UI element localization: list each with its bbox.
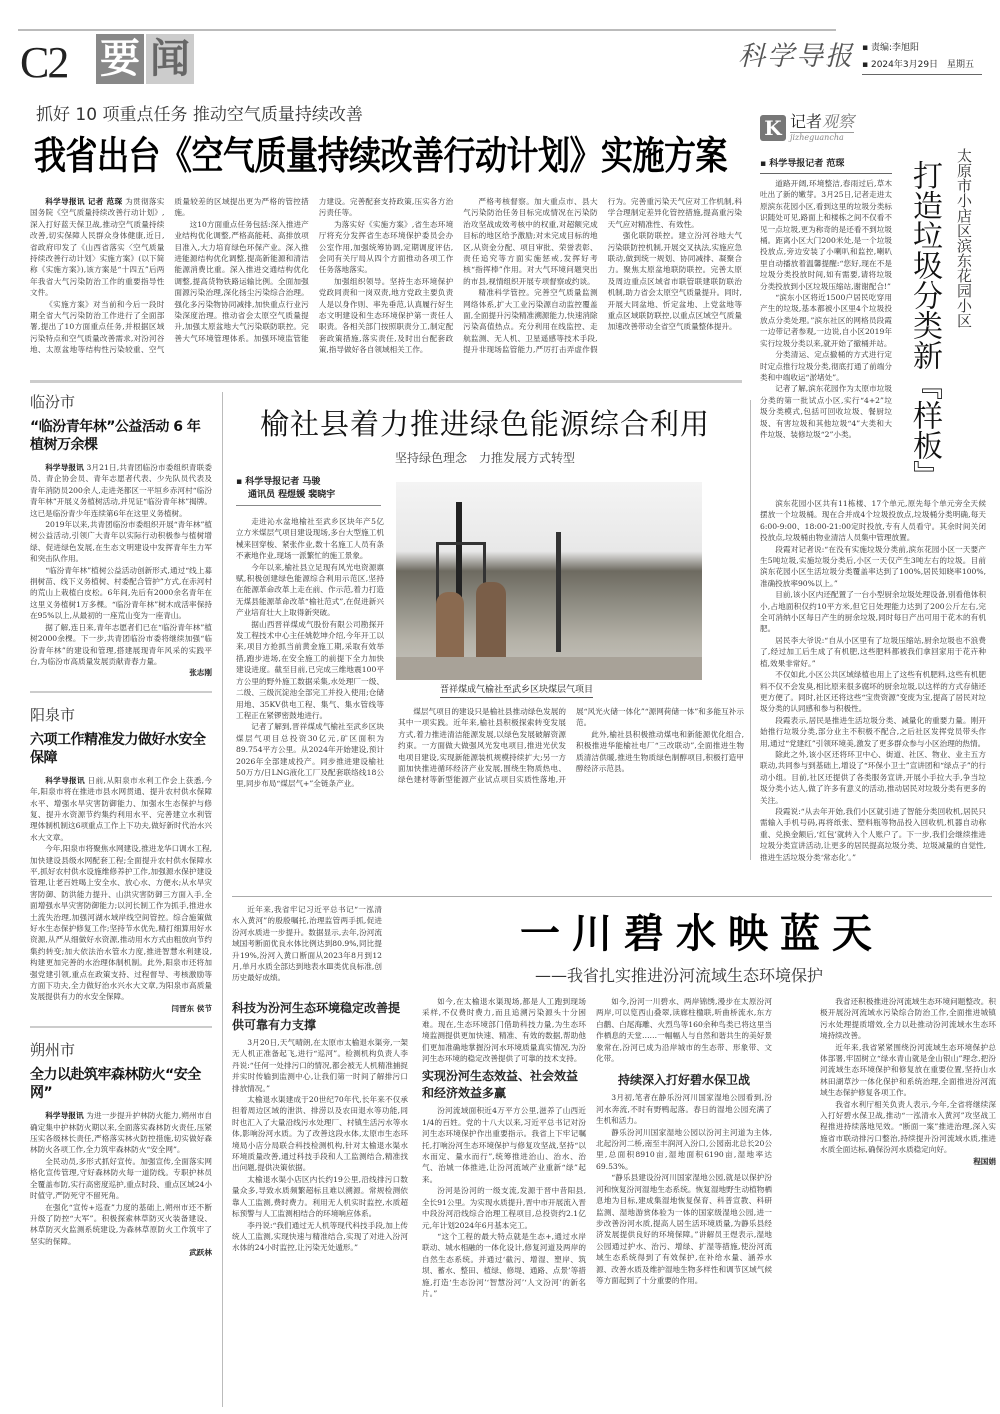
paragraph: 为进一步提升护林防火能力,朔州市自确定集中护林防火期以来,全面落实森林防火责任,压紧压实各级林长责任,严格落实林火防控措施,切实做好森林防火各项工作,全力筑牢森林防火“安全网”。 <box>30 1111 212 1155</box>
k-logo-icon: K <box>760 115 786 141</box>
date: ▪ 2024年3月29日 星期五 <box>862 60 975 70</box>
top-rule <box>18 29 836 31</box>
paragraph: 分类清运、定点撤桶的方式进行定时定点推行垃圾分类,彻底打通了前端分类和中端收运“淤堵处”。 <box>760 350 892 382</box>
masthead-logo: 科学导报 <box>738 41 854 72</box>
paragraph: 段霞对记者说:“在没有实施垃圾分类前,滨东花园小区一天要产生5吨垃圾,实施垃圾分类后,小区一天仅产生3吨左右的垃圾。目前滨东花园小区生活垃圾分类覆盖率达到了100%,居民知晓率100%,准确投放率90%以上。” <box>760 544 986 588</box>
paragraph: 目前,该小区内还配置了一台小型厨余垃圾处理设备,别看他体积小,占地面积仅约10平方米,但它日处理能力达到了200公斤左右,完全可消纳小区每日产生的厨余垃圾,同时每日产出可用于花木的有机肥。 <box>760 590 986 634</box>
paragraph: 居民李大爷说:“自从小区里有了垃圾压缩站,厨余垃圾也不浪费了,经过加工后生成了有机肥,这些肥料都被我们拿回家用于花卉种植,效果非常好。” <box>760 635 986 668</box>
page-number: C2 <box>20 38 68 87</box>
editor-text: 责编:李旭阳 <box>870 43 920 53</box>
observe-body-top <box>760 178 892 440</box>
observe-body <box>760 498 986 863</box>
editor: ▪ 责编:李旭阳 <box>862 43 920 53</box>
paragraph: 汾河是汾河的一级支流,发源于晋中昔阳县,全长91公里。为实现水质提升,晋中市开展流入晋中段汾河沿线综合治理工程项目,总投资约2.1亿元,年计划2024年6月基本完工。 <box>422 1186 586 1230</box>
yushe-body-col1 <box>236 516 384 790</box>
author: 程国娟 <box>973 1156 996 1166</box>
linfen-article <box>30 392 212 693</box>
paragraph: 3月20日,天气晴朗,在太原市太榆退水渠旁,一架无人机正准备起飞,进行“巡河”。检测机构负责人李丹说:“任何一处排污口的情况,都会被无人机精准捕捉并实时传输到监测中心,让我们第一时间了解排污口排放情况。” <box>232 1038 408 1093</box>
source: 科学导报讯 <box>45 1111 84 1121</box>
paragraph: 段霞说:“从去年开始,我们小区就引进了智能分类回收机,居民只需输入手机号码,再将纸张、塑料瓶等物品投入回收机,机器自动称重、兑换金额后,‘红包’就转入个人账户了。下一步,我们会继续推进垃圾分类宣讲活动,让更多的居民提高垃圾分类、垃圾减量的自觉性,推进生活垃圾分类‘常态化’。” <box>760 806 986 862</box>
column-pinyin: jizheguancha <box>790 132 854 143</box>
section-heading: 实现汾河生态效益、社会效益和经济效益多赢 <box>422 1069 579 1101</box>
source: 科学导报讯 <box>45 463 84 472</box>
paragraph: 此外,榆社县积极推动煤电和新能源优化组合,积极推进华能榆社电厂“三改联动”,全面推进生物质清洁供暖,推进生物质绿色制醇项目,积极打造甲醇经济示范县。 <box>576 729 744 774</box>
paragraph: 煤层气项目的建设只是榆社县推动绿色发展的其中一项实践。近年来,榆社县积极探索转变发展方式,着力推进清洁能源发展,以绿色发展破解资源约束。一方面做大做强风光发电项目,推进光伏发电项目建设,实现新能源装机规模持续扩大;另一方面加快推进循环经济产业发展,围绕生物质热电、绿色建材等新型能源产业试点项目实质性落地,开展“风光火储一体化”“源网荷储一体”和多能互补示范。 <box>398 707 744 785</box>
fenhe-col2 <box>422 996 586 1299</box>
photo-caption: 晋祥煤成气榆社至武乡区块煤层气项目 <box>440 684 593 698</box>
paragraph: “滨东小区将近1500户居民吃穿用产生的垃圾,基本都被小区里4个垃圾投放点分类处理。”滨东社区的网格员段霞一边带记者参观,一边说,自小区2019年实行垃圾分类以来,就开始了撤桶并站。 <box>760 293 892 348</box>
yushe-subtitle: 坚持绿色理念 力推发展方式转型 <box>394 451 575 465</box>
lead-source: 科学导报讯 记者 范琛 <box>45 197 123 206</box>
section-label <box>96 34 194 84</box>
observe-header <box>760 112 854 143</box>
paragraph: 今年,阳泉市将聚焦水网建设,推进龙华口调水工程,加快建设县级水网配套工程;全面提升农村供水保障水平,抓好农村供水设施维修养护工作,加强源水保护建设管理,让老百姓喝上安全水、放心水、方便水;从水旱灾害防御、防洪能力提升、山洪灾害防御三方面入手,全面增强水旱灾害防御能力;以河长制工作为抓手,推进水土流失治理,加强河湖水域岸线空间管控。综合施策做好水生态保护修复工作;坚持节水优先,精打细算用好水资源,从严从细做好水资源,推动用水方式由粗放向节约集约转变;加大依法治水管水力度,推进智慧水利建设,构建更加完善的水治理体制机制。此外,阳泉市还将加强党建引领,重点在政策支持、过程督导、考核激励等方面下功夫,全力做好治水兴水大文章,为阳泉市高质量发展提供有力的水安全保障。 <box>30 844 212 1002</box>
section-heading: 持续深入打好碧水保卫战 <box>617 1073 750 1088</box>
column-divider <box>750 400 751 860</box>
fenhe-col1 <box>232 996 408 1254</box>
yangquan-article <box>30 705 212 1029</box>
paragraph: 除此之外,该小区还将环卫中心、街道、社区、物业、业主五方联动,共同参与到基础上,增设了“环保小卫士”宣讲团和“绿点子”的行动小组。目前,社区还提供了各类服务宣讲,开展小手拉大手,争当垃圾分类小达人,做了许多有意义的活动,推动居民对垃圾分类有更多的关注。 <box>760 749 986 805</box>
shuozhou-article <box>30 1040 212 1258</box>
paragraph: “临汾青年林”植树公益活动创新形式,通过“线上募捐树苗、线下义务植树、村委配合管护”方式,在赤河村的荒山上栽植白皮松。6年间,先后有2000余名青年在这里义务植树1万多棵。“临汾青年林”树木成活率保持在95%以上,从最初的一座荒山变为一座青山。 <box>30 565 212 621</box>
observe-subtitle: 太原市小店区滨东花园小区 <box>955 148 973 328</box>
lead-body <box>30 196 742 356</box>
column-divider <box>222 392 223 1407</box>
paragraph: 据了解,连日来,青年志愿者们已在“临汾青年林”植树2000余棵。下一步,共青团临汾市委将继续加强“临汾青年林”的建设和管理,搭建展现青年风采的实践平台,为临汾市高质量发展贡献青春力量。 <box>30 622 212 666</box>
lead-kicker: 抓好 10 项重点任务 推动空气质量持续改善 <box>36 105 363 125</box>
yushe-body-col2 <box>398 706 744 786</box>
paragraph: 我省还积极推进汾河流域生态环境问题整改。积极开展汾河流域水污染综合防治工作,全面推进城镇污水处理提质增效,全力以赴推动汾河流域水生态环境持续改善。 <box>820 997 996 1041</box>
paragraph: 严格考核督察。加大重点市、县大气污染防治任务目标完成情况在污染防治攻坚战成效考核中的权重,对超额完成目标的地区给予激励;对未完成目标的地区,从资金分配、项目审批、荣誉表彰、责任追究等方面实施惩戒,发挥好考核“指挥棒”作用。对大气环境问题突出的市县,视情组织开展专项督察或约谈。 <box>463 197 598 286</box>
paragraph: 静乐汾河川国家湿地公园以汾河主河道为主体,北起汾河二桥,南至丰润河入汾口,公园南北总长20公里,总面积8910亩,湿地面积6190亩,湿地率达69.53%。 <box>596 1127 772 1171</box>
paragraph: 2019年以来,共青团临汾市委组织开展“青年林”植树公益活动,引领广大青年以实际行动积极参与植树增绿、促进绿色发展,在生态文明建设中发挥青年生力军和突击队作用。 <box>30 520 212 564</box>
section-heading: 科技为汾河生态环境稳定改善提供可靠有力支撑 <box>232 1001 401 1032</box>
paragraph: 这10方面重点任务包括:深入推进产业结构优化调整,严格高能耗、高排放项目准入,大力培育绿色环保产业。深入推进能源结构优化调整,提高新能源和清洁能源消费比重。深入推进交通结构优化调整,提高货物铁路运输比例。全面加强面源污染治理,深化扬尘污染综合治理。强化多污染物协同减排,加快重点行业污染深度治理。推动省会太原空气质量提升,加强太原盆地大气污染联防联控。完善大气环境管理体系。加强环境监管能力建设。完善配套支持政策,压实各方治污责任等。 <box>174 197 454 343</box>
paragraph: “这个工程的最大特点就是生态+,通过水岸联动、城水相融的一体化设计,修复河道及两岸的自然生态系统。并通过‘截污、增湿、塑岸、筑坝、蓄水、整田、植绿、修堤、通路、点景’等措施,打造‘生态汾河’‘智慧汾河’‘人文汾河’的新名片。” <box>422 1231 586 1298</box>
byline: 通讯员 程煜媛 裴晓宇 <box>248 490 336 500</box>
paragraph: 日前,从阳泉市水利工作会上获悉,今年,阳泉市将在推进市县水网贯通、提升农村供水保障水平、增强水旱灾害防御能力、加强水生态保护与修复、提升水资源节约集约利用水平、完善建立水利管理体制机制这6项重点工作上下功夫,做好新时代治水兴水大文章。 <box>30 775 212 842</box>
fenhe-subtitle: ——我省扎实推进汾河流域生态环境保护 <box>535 966 824 985</box>
paragraph: 我省水利厅相关负责人表示,今年,全省将继续深入打好碧水保卫战,推动“一泓清水入黄河”攻坚战工程推进持续落地见效。“断面一案”推进治理,深入实施省市联动排污口整治,持续提升汾河流域水质,推进水质全面达标,确保汾河水质稳定向好。 <box>820 1099 996 1155</box>
paragraph: 不仅如此,小区公共区域绿植也用上了这些有机肥料,这些有机肥料不仅不会发臭,相比原来很多腐坏的厨余垃圾,以这样的方式存储还更方便了。同时,社区还将这些“宝贵资源”变废为宝,提高了居民对垃圾分类的认同感和参与积极性。 <box>760 670 986 714</box>
fenhe-intro: 近年来,我省牢记习近平总书记“一泓清水入黄河”的殷殷嘱托,治理监管两手抓,促进汾河水质进一步提升。数据显示,去年,汾河流域国考断面优良水体比例达到80.9%,同比提升19%,汾河入黄口断面从2023年8月到12月,单月水质全部达到地表水Ⅲ类优良标准,创历史最好成绩。 <box>232 905 382 983</box>
left-column <box>30 392 212 1259</box>
paragraph: 太榆退水渠小店区内长约19公里,沿线排污口数量众多,导致水质频繁超标且难以溯源。常规检测依靠人工监测,费时费力。利用无人机实时监控,水质超标预警与人工监测相结合的环境响应体系。 <box>232 1174 408 1219</box>
byline: 科学导报记者 范琛 <box>769 159 845 169</box>
paragraph: 据山西晋祥煤成气股份有限公司勘探开发工程技术中心主任姚乾坤介绍,今年开工以来,项目方抢抓当前黄金施工期,采取有效举措,跑步进场,在安全施工的前提下全力加快建设进度。截至目前,已完成三维地震100平方公里的野外施工数据采集,水处理厂一级、二级、三级沉淀池全部完工并投入使用;仓储用地、35KV供电工程、集气、集水管线等工程正在紧锣密鼓地进行。 <box>236 619 384 720</box>
column-label: 观察 <box>822 112 855 131</box>
fenhe-col4 <box>820 996 996 1167</box>
paragraph: 李丹说:“我们通过无人机等现代科技手段,加上传统人工监测,实现快速与精准结合,实现了对进入汾河水体的24小时监控,让污染无处遁形。” <box>232 1220 408 1253</box>
author: 闫晋东 侯节 <box>171 1003 212 1013</box>
paragraph: 道路开阔,环境整洁,春雨过后,草木吐出了新的嫩芽。3月25日,记者走进太原滨东花园小区,看到这里的垃圾分类标识随处可见,路面上和楼栋之间不仅看不见一点垃圾,更为称奇的是还看不到垃圾桶。距离小区大门200米处,是一个垃圾投放点,旁边安装了小喇叭和监控,喇叭里自动播放着温馨提醒:“您好,现在不是垃圾分类投放时间,如有需要,请将垃圾分类投放到小区垃圾压缩站,谢谢配合!” <box>760 179 892 291</box>
source: 科学导报讯 <box>45 775 85 785</box>
paragraph: “静乐县建设汾河川国家湿地公园,就是以保护汾河和恢复汾河湿地生态系统。恢复湿地野生动植物栖息地为目标,建成集湿地恢复保育、科普宣教、科研监测、湿地游赏体验为一体的国家级湿地公园,进一步改善汾河水质,提高人居生活环境质量,为静乐县经济发展提供良好的环境保障。”讲解员王煜表示,湿地公园通过护水、治污、增绿、扩湿等措施,使汾河流域生态系统得到了有效保护,在补给水量、涵养水源、改善水质及维护湿地生物多样性和调节区域气候等方面起到了十分重要的作用。 <box>596 1173 772 1285</box>
date-text: 2024年3月29日 星期五 <box>870 60 975 70</box>
author: 武跃林 <box>189 1248 212 1258</box>
paragraph: 强化联防联控。建立汾河谷地大气污染联防控机制,开展交叉执法,实施应急联动,做到统一规划、协同减排、凝聚合力。聚焦太原盆地联防联控。完善太原及周边重点区域省市联管联建联防联治机制,助力省会太原空气质量提升。同时,开展大同盆地、忻定盆地、上党盆地等重点区域联防联控,以重点区域空气质量加速改善带动全省空气质量整体提升。 <box>607 231 742 332</box>
paragraph: 记者了解到,晋祥煤成气榆社至武乡区块煤层气项目总投资30亿元,矿区面积为89.754平方公里。从2024年开始建设,预计2026年全部建成投产。同步推进建设榆社50万方/日LNG液化工厂及配套联络线18公里,同步布局“煤层气+”全链条产业。 <box>236 722 384 789</box>
byline: 科学导报记者 马骏 <box>245 477 321 487</box>
article-headline: “临汾青年林”公益活动 6 年植树万余棵 <box>30 419 201 453</box>
observe-byline: ▪ 科学导报记者 范琛 <box>760 158 892 174</box>
city-label: 临汾市 <box>30 393 76 411</box>
paragraph: 精准科学管控。完善空气质量监测网络体系,扩大工业污染源自动监控覆盖面,全面提升污染精准溯源能力,快速消除污染高值热点。充分利用在线监控、走航监测、无人机、卫星遥感等技术手段,提升非现场监管能力,严厉打击弄虚作假行为。完善重污染天气应对工作机制,科学合理制定差异化管控措施,提高重污染天气应对精准性、有效性。 <box>463 197 742 355</box>
photo-gas-well <box>396 482 702 680</box>
paragraph: 3月初,笔者在静乐汾河川国家湿地公园看到,汾河水奔流,不时有野鸭起落。春日的湿地公园充满了生机和活力。 <box>596 1093 772 1126</box>
article-headline: 全力以赴筑牢森林防火“安全网” <box>30 1067 201 1102</box>
lead-headline: 我省出台《空气质量持续改善行动计划》实施方案 <box>34 132 728 179</box>
article-headline: 六项工作精准发力做好水安全保障 <box>30 731 206 766</box>
author: 张志刚 <box>189 668 212 678</box>
paragraph: 为贯彻落实国务院《空气质量持续改善行动计划》,深入打好蓝天保卫战,推动空气质量持续改善,切实保障人民群众身体健康,近日,省政府印发了《山西省落实〈空气质量持续改善行动计划〉实施方案》(以下简称《实施方案》),该方案是“十四五”后两年我省大气污染防治工作的重要指导性文件。 <box>30 197 165 298</box>
divider <box>232 896 992 897</box>
paragraph: 记者了解,滨东花园作为太原市垃圾分类的第一批试点小区,实行“4+2”垃圾分类模式,包括可回收垃圾、餐厨垃圾、有害垃圾和其他垃圾“4”大类和大件垃圾、装修垃圾“2”小类。 <box>760 384 892 439</box>
header-info <box>862 40 982 75</box>
observe-headline: 打造垃圾分类新『样板』 <box>907 160 942 490</box>
paragraph: 《实施方案》对当前和今后一段时期全省大气污染防治工作进行了全面部署,提出了10方面重点任务,并根据区域污染特点和空气质量改善需求,对汾河谷地、太原盆地等结构性污染较重、空气质量较差的区域提出更为严格的管控措施。 <box>30 197 309 355</box>
fenhe-headline: 一川碧水映蓝天 <box>520 911 884 957</box>
paragraph: 如今,在太榆退水渠现场,都是人工跑到现场采样,不仅费时费力,而且追溯污染源头十分困难。现在,生态环境部门借助科技力量,为生态环境监测提供更加快速、精准、有效的数据,帮助他们更加准确地掌握汾河水环境质量真实情况,为汾河生态环境的稳定改善提供了可靠的技术支持。 <box>422 997 586 1064</box>
section-char: 闻 <box>146 34 194 84</box>
paragraph: 走进沁水盆地榆社至武乡区块年产5亿立方米煤层气项目建设现场,多台大型施工机械来回穿梭、紧张作业,数十名施工人员有条不紊地作业,现场一派繁忙的施工景象。 <box>236 517 384 561</box>
fenhe-col3 <box>596 996 772 1286</box>
paragraph: 汾河流域面积近4万平方公里,滋养了山西近1/4的百姓。党的十八大以来,习近平总书记对汾河生态环境保护作出重要指示。我省上下牢记嘱托,打响汾河生态环境保护与修复攻坚战,坚持“以水而定、量水而行”,统筹推进治山、治水、治气、治城一体推进,让汾河流域产业重新“绿”起来。 <box>422 1106 586 1184</box>
paragraph: 加强组织领导。坚持生态环境保护党政同责和一岗双责,地方党政主要负责人是以身作则、率先垂范,认真履行好生态文明建设和生态环境保护第一责任人职责。各相关部门按照职责分工,制定配套政策措施,落实责任,及时出台配套政策,指导做好各自领域相关工作。 <box>318 276 454 355</box>
section-char: 要 <box>96 34 144 84</box>
city-label: 阳泉市 <box>30 705 76 724</box>
city-label: 朔州市 <box>30 1041 76 1060</box>
paragraph: 3月21日,共青团临汾市委组织青联委员、青企协会员、青年志愿者代表、少先队员代表及青年消防员200余人,走进尧都区一平垣乡赤河村“临汾青年林”开展义务植树活动,并见证“临汾青年林”揭牌。这已是临汾青少年连续第6年在这里义务植树。 <box>30 463 213 518</box>
paragraph: 滨东花园小区共有11栋楼、17个单元,原先每个单元旁全天候摆放一个垃圾桶。现在合并成4个垃圾投放点,垃圾桶分类明确,每天6:00-9:00、18:00-21:00定时投放,专有人员看守。其余时间关闭投放点,垃圾桶由物业清洁人员集中管理放置。 <box>760 499 986 543</box>
paragraph: 太榆退水渠建成于20世纪70年代,长年来不仅承担着周边区域的泄洪、排涝以及农田退水等功能,同时也汇入了大量沿线污水处理厂、村镇生活污水等水体,影响汾河水质。为了改善这段水体,太原市生态环境局小店分局联合科技检测机构,针对太榆退水渠水环境质量改善,通过科技手段和人工监测结合,精准找出问题,提供决策依据。 <box>232 1095 408 1173</box>
divider <box>30 380 742 383</box>
yushe-byline: ▪ 科学导报记者 马骏 通讯员 程煜媛 裴晓宇 <box>236 476 381 506</box>
paragraph: 如今,汾河一川碧水、两岸锦绣,漫步在太原汾河两岸,可以览西山叠翠,读廊柱楹联,听曲桥流水,东方白鹳、白尾海雕、火烈鸟等160余种鸟类已将这里当作栖息的天堂……一幅幅人与自然和谐共生的美好景象常在,汾河已成为沿岸城市的生态带、形象带、文化带。 <box>596 997 772 1064</box>
yushe-headline: 榆社县着力推进绿色能源综合利用 <box>259 407 710 441</box>
paragraph: 为落实好《实施方案》,省生态环境厅将充分发挥省生态环境保护委员会办公室作用,加强统筹协调,定期调度评估,会同有关厅局从四个方面推动各项工作任务落地落实。 <box>318 219 454 275</box>
paragraph: 全民动员,多形式抓好宣传。加强宣传,全面落实网格化宣传管理,守好森林防火每一道防线。专职护林员全覆盖布防,实行高密度巡护,重点时段、重点区域24小时值守,严防死守不留死角。 <box>30 1156 212 1201</box>
paragraph: 在强化“宣传+巡查”力度的基础上,朔州市还不断升级了防控“大军”。积极探索林草防灭火装备建设、林草防灭火监测系统建设,为森林草原防火工作筑牢了坚实的保障。 <box>30 1202 212 1246</box>
paragraph: 今年以来,榆社县立足现有风光电资源禀赋,积极创建绿色能源综合利用示范区,坚持在能源革命改革上走在前、作示范,着力打造无煤县能源革命改革“榆社范式”,在促进新兴产业培育壮大上取得新突破。 <box>236 562 384 618</box>
column-label: 记者 <box>790 112 823 131</box>
paragraph: 近年来,我省紧紧围绕汾河流域生态环境保护总体部署,牢固树立“绿水青山就是金山银山”理念,把汾河流域生态环境保护和修复放在重要位置,坚持山水林田湖草沙一体化保护和系统治理,全面推进汾河流域生态保护修复各项工作。 <box>820 1042 996 1098</box>
paragraph: 段霞表示,居民是推进生活垃圾分类、减量化的重要力量。刚开始推行垃圾分类,部分业主不积极不配合,之后社区发挥党员带头作用,通过“党建红”引领环境美,激发了更多群众参与小区治理的热情。 <box>760 715 986 748</box>
